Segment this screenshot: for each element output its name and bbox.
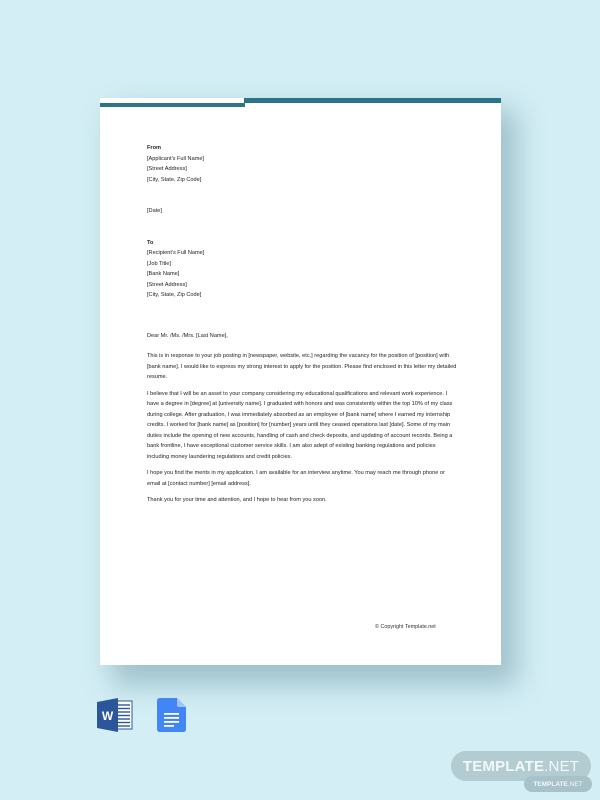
paragraph: I hope you find the merits in my application. I am available for an interview anytime. You may reach me through phone or email at [contact number] [email address]. <box>147 470 445 487</box>
from-line: [City, State, Zip Code] <box>147 176 202 183</box>
brand-suffix: .NET <box>544 757 580 775</box>
from-line: [Applicant's Full Name] <box>147 155 205 162</box>
google-docs-icon[interactable] <box>157 698 189 732</box>
to-line: [City, State, Zip Code] <box>147 292 202 298</box>
microsoft-word-icon[interactable] <box>96 697 136 733</box>
brand-small-name: TEMPLATE <box>533 780 568 788</box>
from-line: [Street Address] <box>147 166 187 172</box>
paragraph: I believe that I will be an asset to your company considering my educational qualifications and relevant work experience. I have a degree in [degree] at [university name]. I graduated with honors and was consistently within the top 10% of my class during college. After graduation, I was immediately absorbed as an employee of [bank name] where I earned my internship credits. I worked for [bank name] as [position] for [number] years until they ceased operations last [date]. Some of my main duties include the opening of new accounts, handling of cash and check deposits, and updating of account records. Being a bank frontline, I have exceptional customer service skills. I am also adept of existing banking regulations and policies including money laundering regulations and credit policies. <box>147 390 453 460</box>
letter-body <box>147 143 457 512</box>
letter-page <box>100 98 501 665</box>
header-accent-bar-right <box>244 98 501 103</box>
to-line: [Bank Name] <box>147 271 180 277</box>
template-net-watermark <box>524 776 592 792</box>
header-accent-bar-left <box>100 103 245 107</box>
paragraph: Thank you for your time and attention, and I hope to hear from you soon. <box>147 497 327 503</box>
to-line: [Recipient's Full Name] <box>147 250 205 256</box>
to-heading: To <box>147 239 154 246</box>
date-line: [Date] <box>147 208 162 214</box>
svg-text:W: W <box>101 709 114 723</box>
brand-name: TEMPLATE <box>462 757 545 775</box>
brand-small-suffix: .NET <box>567 780 583 788</box>
to-line: [Street Address] <box>147 281 187 288</box>
copyright-notice: © Copyright Template.net <box>375 624 436 630</box>
to-line: [Job Title] <box>147 260 171 267</box>
salutation: Dear Mr. /Ms. /Mrs. [Last Name], <box>147 332 228 339</box>
from-heading: From <box>147 145 161 151</box>
paragraph: This is in response to your job posting in [newspaper, website, etc.] regarding the vacancy for the position of [position] with [bank name]. I would like to express my strong interest to apply for the position. Please find enclosed in this letter my detailed resume. <box>147 353 457 380</box>
